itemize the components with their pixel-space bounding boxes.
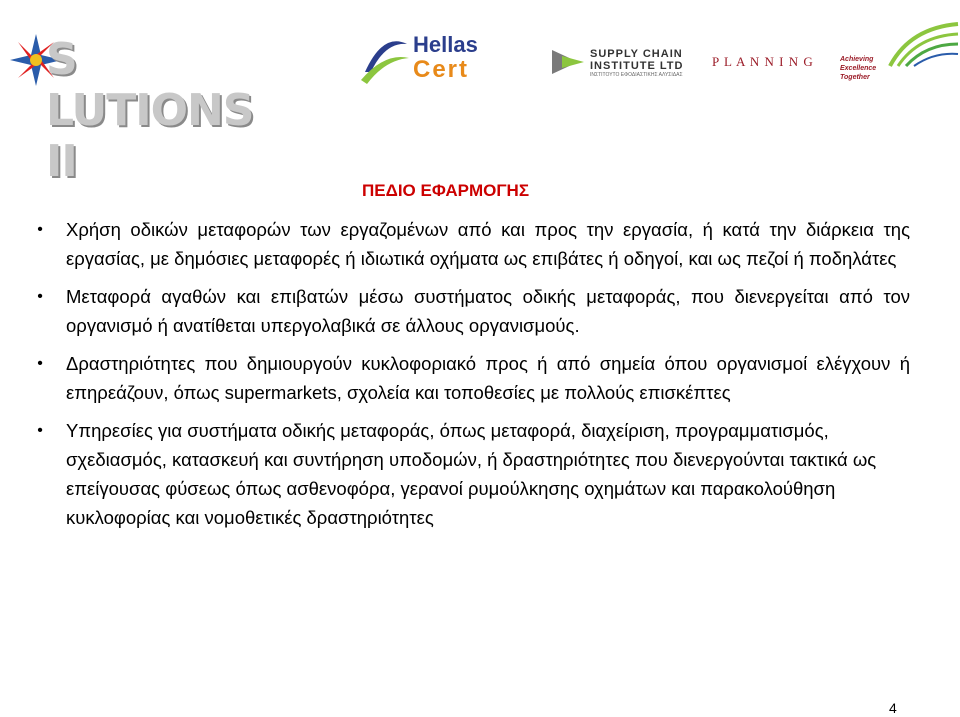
swirl-icon xyxy=(880,18,960,68)
cert-text: Cert xyxy=(413,56,470,83)
planning-logo-text: P L A N N I N G xyxy=(712,54,814,69)
bullet-icon: • xyxy=(37,288,43,305)
hellas-text: Hellas xyxy=(413,32,478,57)
page-number: 4 xyxy=(889,700,897,716)
list-item xyxy=(30,349,910,407)
list-item-text: Χρήση οδικών μεταφορών των εργαζομένων από και προς την εργασία, ή κατά την διάρκεια της εργασίας, με δημόσιες μεταφορές ή ιδιωτικά οχήματα ως επιβάτες ή οδηγοί, και ως πεζοί ή ποδηλάτες xyxy=(66,219,910,269)
list-item-text: Δραστηριότητες που δημιουργούν κυκλοφοριακό προς ή από σημεία όπου οργανισμοί ελέγχουν ή επηρεάζουν, όπως supermarkets, σχολεία και τοποθεσίες με πολλούς επισκέπτες xyxy=(66,353,910,403)
solutions-logo xyxy=(6,30,296,187)
bullet-icon: • xyxy=(37,422,43,439)
achieving-logo xyxy=(840,48,960,98)
list-item xyxy=(30,282,910,340)
header-logos xyxy=(0,0,960,187)
bullet-icon: • xyxy=(37,355,43,372)
swoosh-icon xyxy=(355,32,411,88)
list-item xyxy=(30,416,910,532)
page-title: ΠΕΔΙΟ ΕΦΑΡΜΟΓΗΣ xyxy=(362,181,530,200)
scope-list xyxy=(30,215,910,541)
achieving-text: Achieving xyxy=(840,56,874,63)
list-item-text: Μεταφορά αγαθών και επιβατών μέσω συστήματος οδικής μεταφοράς, που διενεργείται από τον οργανισμό ή ανατίθεται υπεργολαβικά σε άλλους οργανισμούς. xyxy=(66,286,910,336)
bullet-icon: • xyxy=(37,221,43,238)
supply-text-line3: ΙΝΣΤΙΤΟΥΤΟ ΕΦΟΔΙΑΣΤΙΚΗΣ ΑΛΥΣΙΔΑΣ xyxy=(590,72,683,78)
excellence-text: Excellence xyxy=(840,65,877,72)
together-text: Together xyxy=(840,74,870,81)
list-item xyxy=(30,215,910,273)
supply-text-line2: INSTITUTE LTD xyxy=(590,60,684,72)
list-item-text: Υπηρεσίες για συστήματα οδικής μεταφοράς, όπως μεταφορά, διαχείριση, προγραμματισμός, σχεδιασμός, κατασκευή και συντήρηση υποδομών, ή δραστηριότητες που διενεργούνται τακτικά ως επείγουσας φύσεως όπως ασθενοφόρα, γερανοί ρυμούλκησης οχημάτων και παρακολούθηση κυκλοφορίας και νομοθετικές δραστηριότητες xyxy=(66,420,877,528)
solutions-logo-text: S LUTIONS II xyxy=(46,34,254,187)
supply-chain-logo xyxy=(548,42,708,82)
supply-text-line1: SUPPLY CHAIN xyxy=(590,48,683,60)
supply-arrow-icon xyxy=(548,42,588,82)
hellascert-logo xyxy=(355,28,505,90)
